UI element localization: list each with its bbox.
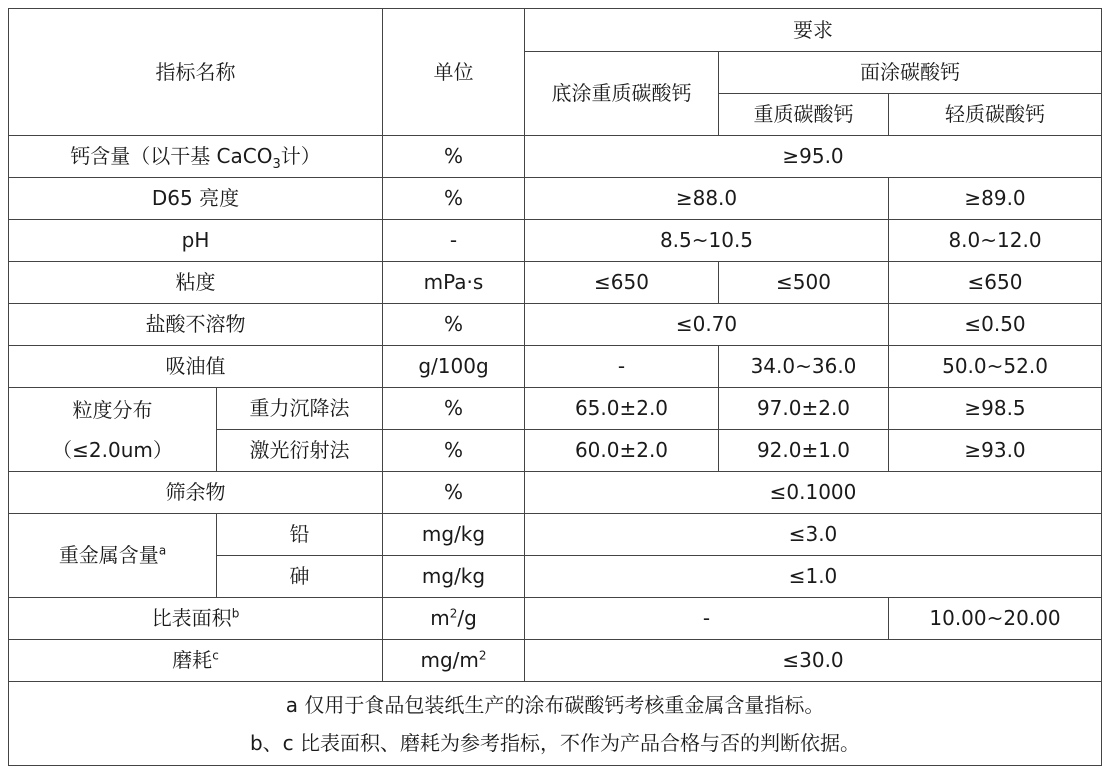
row-value: ≥88.0	[525, 178, 889, 220]
row-value: 50.0~52.0	[889, 346, 1102, 388]
surface-unit-base: m	[430, 606, 450, 630]
row-name: 粘度	[9, 262, 383, 304]
note-bc: b、c 比表面积、磨耗为参考指标，不作为产品合格与否的判断依据。	[249, 730, 861, 755]
row-value: ≥95.0	[525, 136, 1102, 178]
header-unit: 单位	[383, 9, 525, 136]
row-unit: -	[383, 220, 525, 262]
row-value: ≤500	[719, 262, 889, 304]
row-method: 激光衍射法	[217, 430, 383, 472]
row-value: ≤650	[889, 262, 1102, 304]
row-unit: %	[383, 136, 525, 178]
row-name: pH	[9, 220, 383, 262]
row-unit: g/100g	[383, 346, 525, 388]
row-value: -	[525, 346, 719, 388]
spec-table-container	[8, 8, 1102, 766]
row-value: ≥89.0	[889, 178, 1102, 220]
header-heavy: 重质碳酸钙	[719, 94, 889, 136]
row-value: ≤0.50	[889, 304, 1102, 346]
header-indicator-name: 指标名称	[9, 9, 383, 136]
row-unit: %	[383, 304, 525, 346]
row-element: 铅	[217, 514, 383, 556]
row-value: 34.0~36.0	[719, 346, 889, 388]
row-value: ≥98.5	[889, 388, 1102, 430]
table-row	[9, 262, 1102, 304]
metals-name: 重金属含量	[58, 543, 159, 567]
table-row	[9, 598, 1102, 640]
row-name-surface	[9, 598, 383, 640]
row-name-abrasion	[9, 640, 383, 682]
row-value: ≤1.0	[525, 556, 1102, 598]
header-requirement: 要求	[525, 9, 1102, 52]
table-row	[9, 640, 1102, 682]
particle-name-line2: （≤2.0um）	[52, 437, 173, 462]
row-unit	[383, 598, 525, 640]
table-row	[9, 220, 1102, 262]
calcium-name-prefix: 钙含量（以干基 CaCO	[70, 144, 273, 168]
row-value: ≤30.0	[525, 640, 1102, 682]
row-unit: %	[383, 178, 525, 220]
row-value: 8.0~12.0	[889, 220, 1102, 262]
row-value: ≤0.70	[525, 304, 889, 346]
row-unit: mg/kg	[383, 556, 525, 598]
row-value: 8.5~10.5	[525, 220, 889, 262]
header-base-coat: 底涂重质碳酸钙	[525, 52, 719, 136]
row-value: 65.0±2.0	[525, 388, 719, 430]
row-method: 重力沉降法	[217, 388, 383, 430]
table-row	[9, 178, 1102, 220]
table-row	[9, 514, 1102, 556]
abrasion-unit-base: mg/m	[420, 648, 479, 672]
abrasion-mark: c	[212, 648, 219, 663]
row-element: 砷	[217, 556, 383, 598]
row-value: -	[525, 598, 889, 640]
surface-unit-sup: 2	[449, 606, 458, 621]
abrasion-unit-sup: 2	[478, 648, 487, 663]
table-row	[9, 388, 1102, 430]
row-value: ≥93.0	[889, 430, 1102, 472]
row-value: 10.00~20.00	[889, 598, 1102, 640]
note-a: a 仅用于食品包装纸生产的涂布碳酸钙考核重金属含量指标。	[285, 692, 825, 717]
row-name: D65 亮度	[9, 178, 383, 220]
surface-unit-tail: /g	[457, 606, 477, 630]
header-row-1	[9, 9, 1102, 52]
row-value: ≤3.0	[525, 514, 1102, 556]
table-notes	[9, 682, 1102, 766]
row-unit	[383, 640, 525, 682]
row-value: 92.0±1.0	[719, 430, 889, 472]
surface-mark: b	[231, 606, 240, 621]
table-row	[9, 346, 1102, 388]
metals-mark: a	[158, 543, 167, 558]
calcium-name-sub: 3	[272, 157, 281, 172]
surface-name: 比表面积	[151, 606, 232, 630]
row-value: 97.0±2.0	[719, 388, 889, 430]
row-unit: %	[383, 430, 525, 472]
abrasion-name: 磨耗	[172, 648, 213, 672]
row-name: 吸油值	[9, 346, 383, 388]
row-unit: %	[383, 388, 525, 430]
row-name: 盐酸不溶物	[9, 304, 383, 346]
notes-row	[9, 682, 1102, 766]
row-unit: mPa·s	[383, 262, 525, 304]
row-name-metals	[9, 514, 217, 598]
row-unit: %	[383, 472, 525, 514]
row-name-particle	[9, 388, 217, 472]
row-value: ≤0.1000	[525, 472, 1102, 514]
row-value: 60.0±2.0	[525, 430, 719, 472]
row-name: 筛余物	[9, 472, 383, 514]
row-value: ≤650	[525, 262, 719, 304]
table-row	[9, 136, 1102, 178]
header-top-coat: 面涂碳酸钙	[719, 52, 1102, 94]
calcium-carbonate-spec-table	[8, 8, 1102, 766]
calcium-name-suffix: 计）	[280, 144, 321, 168]
header-light: 轻质碳酸钙	[889, 94, 1102, 136]
table-row	[9, 472, 1102, 514]
row-unit: mg/kg	[383, 514, 525, 556]
particle-name-line1: 粒度分布	[72, 397, 153, 422]
table-row	[9, 304, 1102, 346]
row-name-calcium	[9, 136, 383, 178]
